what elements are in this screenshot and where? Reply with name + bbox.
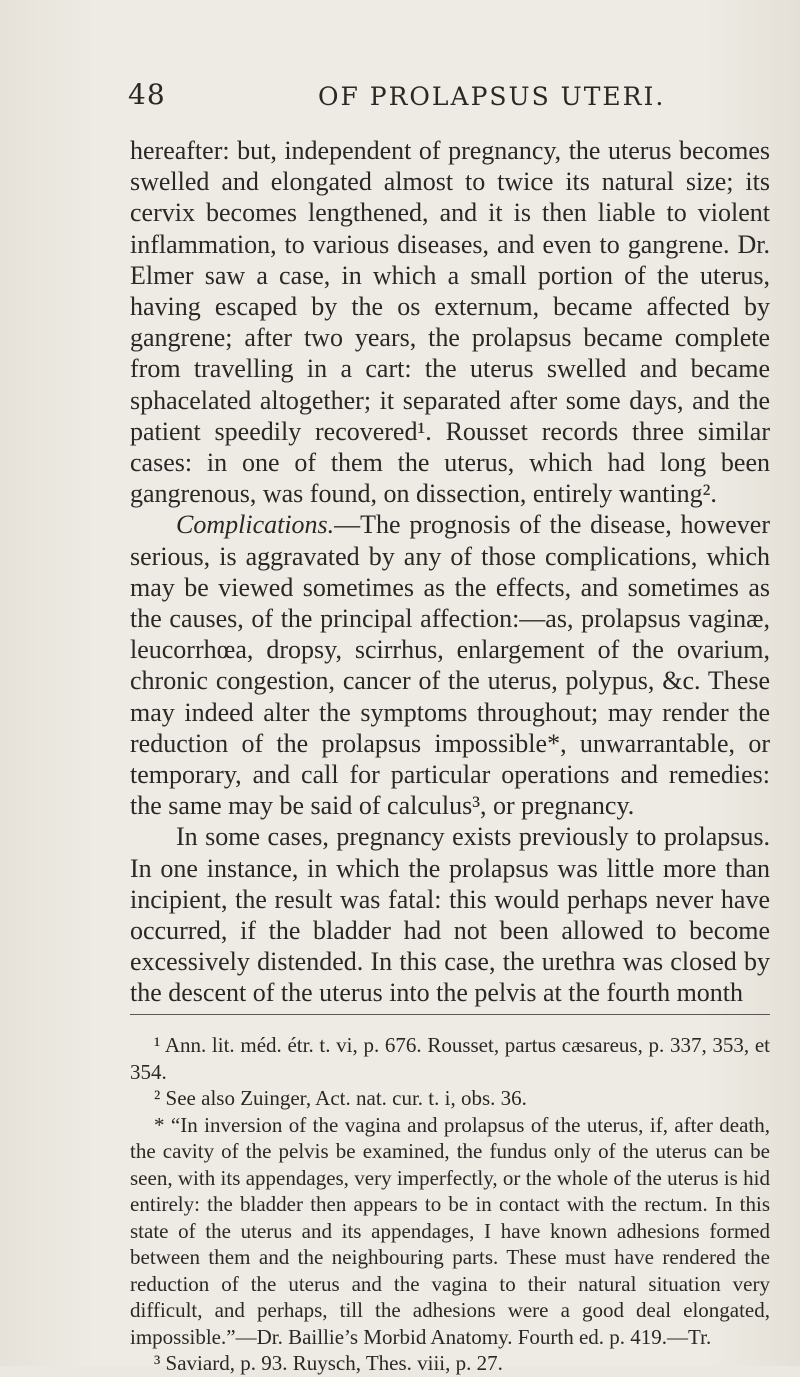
footnote-star: * “In inversion of the vagina and prolapsus of the uterus, if, after death, the cavity of the pelvis be examined, the fundus only of the uterus can be seen, with its appendages, very imperfectly, or the whole of the uterus is hid entirely: the bladder then appears to be in contact with the rectum. In this state of the uterus and its appendages, I have known adhesions formed between them and the neighbouring parts. These must have rendered the reduction of the uterus and the vagina to their natural situation very difficult, and perhaps, till the adhesions were a good deal elongated, impossible.”—Dr. Baillie’s Morbid Anatomy. Fourth ed. p. 419.—Tr.: [130, 1112, 770, 1349]
page-number: 48: [128, 78, 166, 111]
paragraph-2: [130, 509, 770, 821]
main-text: [130, 135, 770, 1009]
footnotes: [130, 1032, 770, 1377]
footnote-3: ³ Saviard, p. 93. Ruysch, Thes. viii, p. 27.: [154, 1351, 503, 1375]
footnote-1: ¹ Ann. lit. méd. étr. t. vi, p. 676. Rousset, partus cæsareus, p. 337, 353, et 354.: [130, 1033, 770, 1084]
page-header: [128, 78, 748, 114]
footnote-2: ² See also Zuinger, Act. nat. cur. t. i, obs. 36.: [154, 1086, 527, 1110]
running-head: OF PROLAPSUS UTERI.: [318, 82, 666, 111]
paragraph-3: In some cases, pregnancy exists previously to prolapsus. In one instance, in which the prolapsus was little more than incipient, the result was fatal: this would perhaps never have occurred, if the bladder had not been allowed to become excessively distended. In this case, the urethra was closed by the descent of the uterus into the pelvis at the fourth month: [130, 822, 770, 1008]
section-heading-complications: Complications.: [176, 510, 335, 540]
paragraph-2-text: —The prognosis of the disease, however serious, is aggravated by any of those complications, which may be viewed sometimes as the effects, and sometimes as the causes, of the principal affection:—as, prolapsus vaginæ, leucorrhœa, dropsy, scirrhus, enlargement of the ovarium, chronic congestion, cancer of the uterus, polypus, &c. These may indeed alter the symptoms throughout; may render the reduction of the prolapsus impossible*, unwarrantable, or temporary, and call for particular operations and remedies: the same may be said of calculus³, or pregnancy.: [130, 510, 770, 821]
footnote-divider: [130, 1014, 770, 1015]
paragraph-1: hereafter: but, independent of pregnancy, the uterus becomes swelled and elongated almost to twice its natural size; its cervix becomes lengthened, and it is then liable to violent inflammation, to various diseases, and even to gangrene. Dr. Elmer saw a case, in which a small portion of the uterus, having escaped by the os externum, became affected by gangrene; after two years, the prolapsus became complete from travelling in a cart: the uterus swelled and became sphacelated altogether; it separated after some days, and the patient speedily recovered¹. Rousset records three similar cases: in one of them the uterus, which had long been gangrenous, was found, on dissection, entirely wanting².: [130, 136, 770, 509]
